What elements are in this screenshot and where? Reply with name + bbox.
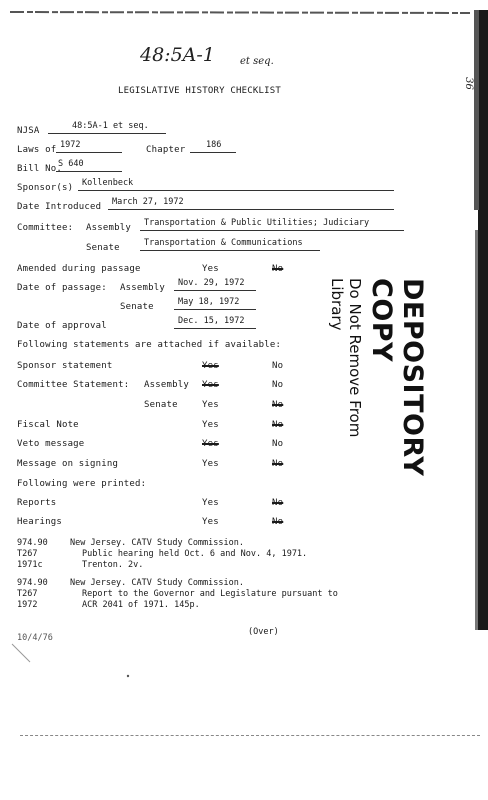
citation-2-line-1: New Jersey. CATV Study Commission. — [70, 578, 244, 588]
assembly-committee-value: Transportation & Public Utilities; Judiciary — [144, 218, 370, 228]
sponsor-statement-label: Sponsor statement — [17, 361, 113, 371]
citation-2-call-3: 1972 — [17, 600, 38, 610]
assembly-label: Assembly — [86, 223, 131, 233]
cs-senate-no: No — [272, 400, 284, 410]
senate-label: Senate — [86, 243, 120, 253]
sponsor-value: Kollenbeck — [82, 178, 134, 188]
passage-assembly-value: Nov. 29, 1972 — [178, 278, 245, 288]
bill-label: Bill No. — [17, 164, 62, 174]
date-passage-label: Date of passage: — [17, 283, 107, 293]
handwritten-citation: 48:5A-1 — [140, 44, 215, 66]
cs-senate-label: Senate — [144, 400, 178, 410]
date-code: 10/4/76 — [17, 633, 53, 643]
citation-1-line-2: Public hearing held Oct. 6 and Nov. 4, 1971. — [82, 549, 308, 559]
njsa-line — [48, 133, 166, 134]
fiscal-note-yes: Yes — [202, 420, 219, 430]
citation-1-call-3: 1971c — [17, 560, 43, 570]
laws-of-label: Laws of — [17, 145, 57, 155]
date-introduced-label: Date Introduced — [17, 202, 102, 212]
bill-line — [56, 171, 122, 172]
attached-heading: Following statements are attached if available: — [17, 340, 282, 350]
senate-committee-line — [140, 250, 320, 251]
reports-yes: Yes — [202, 498, 219, 508]
cs-senate-yes: Yes — [202, 400, 219, 410]
signing-message-no: No — [272, 459, 284, 469]
veto-message-no: No — [272, 439, 284, 449]
amended-no: No — [272, 264, 284, 274]
signing-message-label: Message on signing — [17, 459, 119, 469]
citation-1-line-1: New Jersey. CATV Study Commission. — [70, 538, 244, 548]
njsa-label: NJSA — [17, 126, 40, 136]
passage-senate-label: Senate — [120, 302, 154, 312]
committee-statement-label: Committee Statement: — [17, 380, 130, 390]
bill-value: S 640 — [58, 159, 84, 169]
committee-label: Committee: — [17, 223, 74, 233]
reports-label: Reports — [17, 498, 57, 508]
hearings-yes: Yes — [202, 517, 219, 527]
citation-1-call-2: T267 — [17, 549, 38, 559]
laws-of-value: 1972 — [60, 140, 81, 150]
sponsor-line — [78, 190, 394, 191]
date-introduced-value: March 27, 1972 — [112, 197, 184, 207]
chapter-line — [190, 152, 236, 153]
handwritten-note: et seq. — [240, 56, 274, 67]
scan-edge — [466, 10, 488, 630]
bottom-dashed-line — [20, 735, 480, 736]
assembly-committee-line — [140, 230, 404, 231]
stamp-subtitle: Do Not Remove From Library — [328, 278, 364, 438]
approval-value: Dec. 15, 1972 — [178, 316, 245, 326]
page-title: LEGISLATIVE HISTORY CHECKLIST — [118, 86, 281, 96]
sponsor-label: Sponsor(s) — [17, 183, 74, 193]
sponsor-statement-no: No — [272, 361, 284, 371]
citation-2-line-2: Report to the Governor and Legislature pursuant to — [82, 589, 338, 599]
passage-senate-line — [174, 309, 256, 310]
scan-marks — [10, 640, 140, 690]
veto-message-label: Veto message — [17, 439, 85, 449]
depository-stamp — [328, 278, 438, 518]
signing-message-yes: Yes — [202, 459, 219, 469]
sponsor-statement-yes: Yes — [202, 361, 219, 371]
passage-assembly-line — [174, 290, 256, 291]
over-note: (Over) — [248, 627, 279, 637]
approval-line — [174, 328, 256, 329]
cs-assembly-label: Assembly — [144, 380, 189, 390]
veto-message-yes: Yes — [202, 439, 219, 449]
chapter-value: 186 — [206, 140, 222, 150]
laws-of-line — [56, 152, 122, 153]
top-scan-border — [10, 8, 470, 16]
citation-1-call-1: 974.90 — [17, 538, 48, 548]
date-introduced-line — [108, 209, 394, 210]
citation-1-line-3: Trenton. 2v. — [82, 560, 144, 570]
senate-committee-value: Transportation & Communications — [144, 238, 303, 248]
reports-no: No — [272, 498, 284, 508]
citation-2-call-2: T267 — [17, 589, 38, 599]
amended-label: Amended during passage — [17, 264, 141, 274]
edge-mark: 36 — [462, 77, 474, 90]
njsa-value: 48:5A-1 et seq. — [72, 121, 149, 131]
passage-senate-value: May 18, 1972 — [178, 297, 240, 307]
citation-2-call-1: 974.90 — [17, 578, 48, 588]
amended-yes: Yes — [202, 264, 219, 274]
cs-assembly-yes: Yes — [202, 380, 219, 390]
approval-label: Date of approval — [17, 321, 107, 331]
fiscal-note-label: Fiscal Note — [17, 420, 79, 430]
hearings-label: Hearings — [17, 517, 62, 527]
fiscal-note-no: No — [272, 420, 284, 430]
cs-assembly-no: No — [272, 380, 284, 390]
stamp-title: DEPOSITORY COPY — [366, 278, 428, 477]
printed-heading: Following were printed: — [17, 479, 147, 489]
chapter-label: Chapter — [146, 145, 186, 155]
citation-2-line-3: ACR 2041 of 1971. 145p. — [82, 600, 200, 610]
passage-assembly-label: Assembly — [120, 283, 165, 293]
hearings-no: No — [272, 517, 284, 527]
